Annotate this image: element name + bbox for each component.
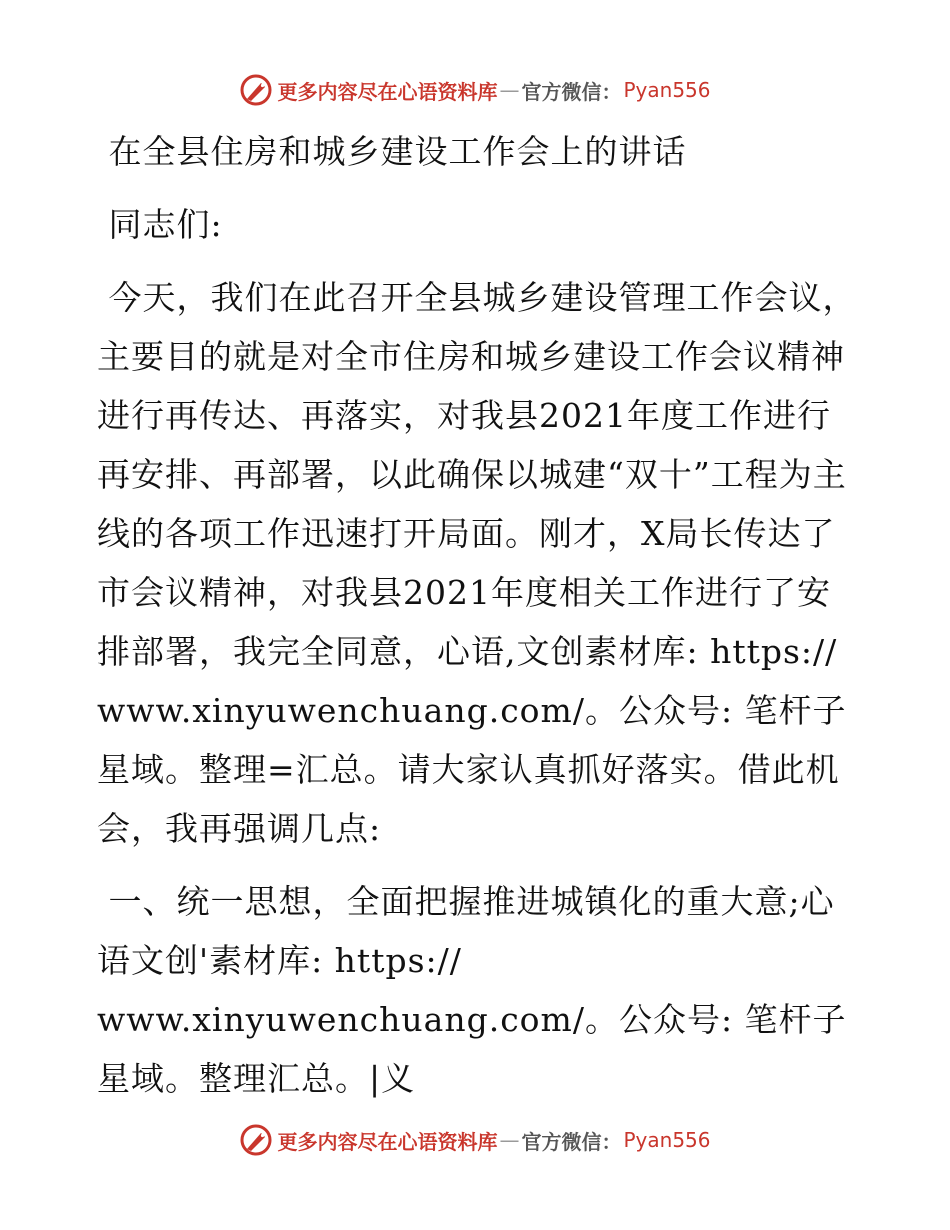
salutation: 同志们: (97, 205, 223, 244)
paragraph-section-one: 一、统一思想，全面把握推进城镇化的重大意;心语文创'素材库: https:// www.xinyuwenchuang.com/。公众号: 笔杆子星域。整理汇总。|义 (97, 882, 847, 1098)
pen-nib-logo-icon (239, 73, 273, 107)
document-title: 在全县住房和城乡建设工作会上的讲话 (97, 132, 687, 171)
document-body (97, 118, 857, 1108)
banner-separator: — (499, 1128, 520, 1152)
banner-wechat-id: Pyan556 (623, 1128, 711, 1152)
banner-separator: — (499, 78, 520, 102)
banner-brand-text: 更多内容尽在心语资料库 (277, 1129, 498, 1154)
banner-official-label: 官方微信： (521, 1129, 622, 1154)
banner-official-label: 官方微信： (521, 79, 622, 104)
banner-brand-text: 更多内容尽在心语资料库 (277, 79, 498, 104)
header-banner (0, 72, 950, 108)
banner-wechat-id: Pyan556 (623, 78, 711, 102)
pen-nib-logo-icon (239, 1123, 273, 1157)
paragraph-opening: 今天，我们在此召开全县城乡建设管理工作会议，主要目的就是对全市住房和城乡建设工作会议精神进行再传达、再落实，对我县2021年度工作进行再安排、再部署，以此确保以城建“双十”工程为主线的各项工作迅速打开局面。刚才，X局长传达了市会议精神，对我县2021年度相关工作进行了安排部署，我完全同意，心语,文创素材库: https://www.xinyuwenchuang.com/。公众号: 笔杆子星域。整理=汇总。请大家认真抓好落实。借此机会，我再强调几点: (97, 278, 857, 848)
footer-banner (0, 1122, 950, 1158)
